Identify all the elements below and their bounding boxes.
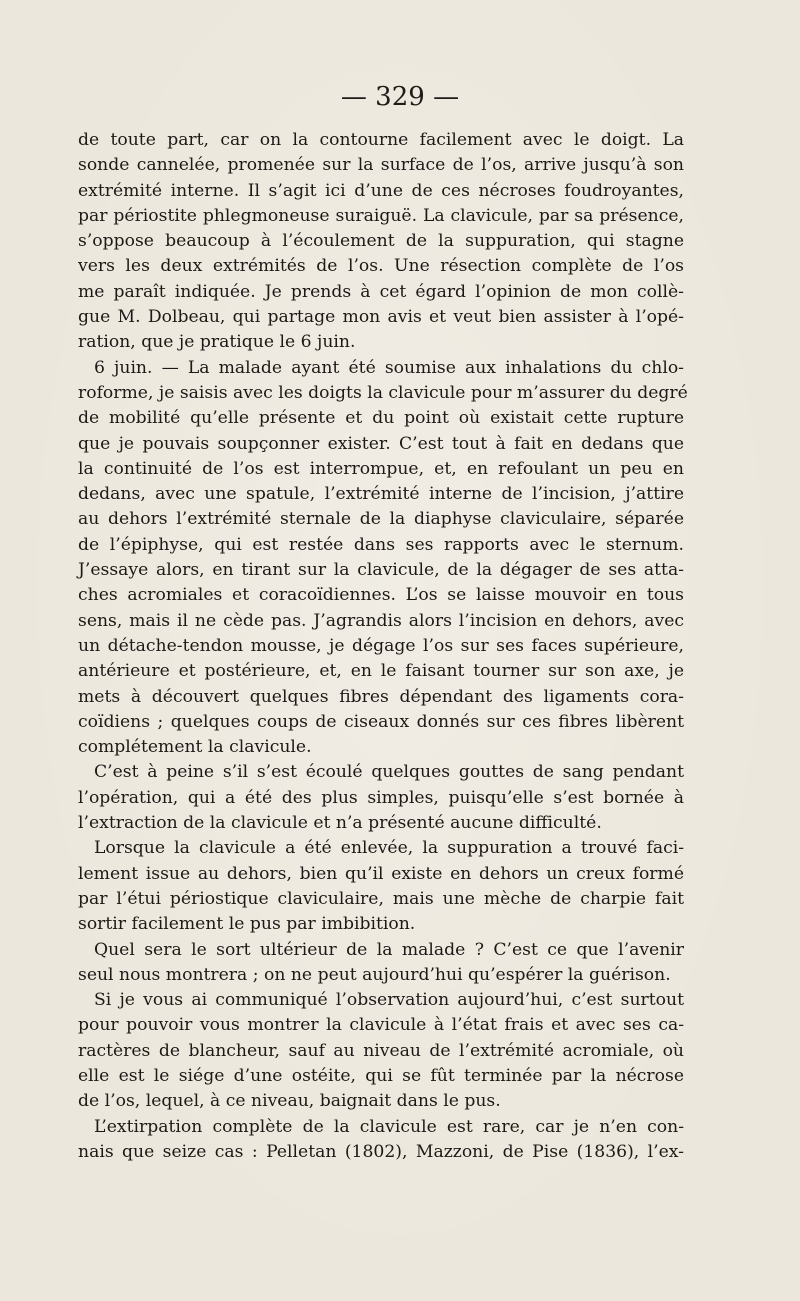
- text-line: lement issue au dehors, bien qu’il existe en dehors un creux formé: [78, 863, 684, 884]
- paragraph: [78, 356, 688, 761]
- paragraph: [78, 128, 684, 356]
- text-line: par périostite phlegmoneuse suraiguë. La clavicule, par sa présence,: [78, 205, 684, 226]
- text-line: J’essaye alors, en tirant sur la clavicule, de la dégager de ses atta-: [78, 560, 684, 581]
- text-line: de l’os, lequel, à ce niveau, baignait dans le pus.: [78, 1091, 501, 1112]
- text-line: ration, que je pratique le 6 juin.: [78, 332, 356, 353]
- text-line: Lorsque la clavicule a été enlevée, la suppuration a trouvé faci-: [94, 838, 684, 859]
- text-line: Quel sera le sort ultérieur de la malade ? C’est ce que l’avenir: [94, 939, 684, 960]
- text-line: antérieure et postérieure, et, en le faisant tourner sur son axe, je: [78, 661, 684, 682]
- text-line: Si je vous ai communiqué l’observation aujourd’hui, c’est surtout: [94, 990, 684, 1011]
- paragraph: [78, 760, 684, 836]
- text-line: un détache-tendon mousse, je dégage l’os sur ses faces supérieure,: [78, 635, 684, 656]
- text-line: s’oppose beaucoup à l’écoulement de la suppuration, qui stagne: [78, 231, 684, 252]
- text-line: par l’étui périostique claviculaire, mais une mèche de charpie fait: [78, 888, 684, 909]
- text-line: seul nous montrera ; on ne peut aujourd’hui qu’espérer la guérison.: [78, 964, 671, 985]
- text-line: L’extirpation complète de la clavicule est rare, car je n’en con-: [94, 1116, 684, 1137]
- text-line: la continuité de l’os est interrompue, et, en refoulant un peu en: [78, 458, 684, 479]
- text-line: l’extraction de la clavicule et n’a présenté aucune difficulté.: [78, 813, 602, 834]
- text-line: 6 juin. — La malade ayant été soumise aux inhalations du chlo-: [94, 357, 684, 378]
- text-line: au dehors l’extrémité sternale de la diaphyse claviculaire, séparée: [78, 509, 684, 530]
- text-line: extrémité interne. Il s’agit ici d’une de ces nécroses foudroyantes,: [78, 180, 684, 201]
- text-line: de l’épiphyse, qui est restée dans ses rapports avec le sternum.: [78, 534, 684, 555]
- text-line: nais que seize cas : Pelletan (1802), Mazzoni, de Pise (1836), l’ex-: [78, 1141, 684, 1162]
- text-line: roforme, je saisis avec les doigts la clavicule pour m’assurer du degré: [78, 382, 688, 403]
- paragraph: [78, 938, 684, 989]
- text-line: vers les deux extrémités de l’os. Une résection complète de l’os: [78, 256, 684, 277]
- text-line: coïdiens ; quelques coups de ciseaux donnés sur ces fibres libèrent: [78, 711, 684, 732]
- paragraph: [78, 988, 684, 1114]
- text-line: me paraît indiquée. Je prends à cet égard l’opinion de mon collè-: [78, 281, 684, 302]
- paragraph: [78, 1115, 684, 1166]
- text-line: que je pouvais soupçonner exister. C’est tout à fait en dedans que: [78, 433, 684, 454]
- text-line: de toute part, car on la contourne facilement avec le doigt. La: [78, 130, 684, 150]
- text-line: sortir facilement le pus par imbibition.: [78, 914, 416, 935]
- body-text: [78, 128, 688, 1165]
- paragraph: [78, 836, 684, 937]
- text-line: sonde cannelée, promenée sur la surface de l’os, arrive jusqu’à son: [78, 155, 684, 176]
- text-line: complétement la clavicule.: [78, 737, 312, 758]
- text-line: dedans, avec une spatule, l’extrémité interne de l’incision, j’attire: [78, 484, 684, 505]
- text-line: elle est le siége d’une ostéite, qui se fût terminée par la nécrose: [78, 1065, 684, 1086]
- text-line: de mobilité qu’elle présente et du point où existait cette rupture: [78, 408, 684, 429]
- text-line: gue M. Dolbeau, qui partage mon avis et veut bien assister à l’opé-: [78, 307, 684, 328]
- text-line: mets à découvert quelques fibres dépendant des ligaments cora-: [78, 686, 684, 707]
- page-number: — 329 —: [340, 82, 460, 112]
- text-line: l’opération, qui a été des plus simples, puisqu’elle s’est bornée à: [78, 787, 684, 808]
- text-line: C’est à peine s’il s’est écoulé quelques gouttes de sang pendant: [94, 762, 684, 783]
- text-line: sens, mais il ne cède pas. J’agrandis alors l’incision en dehors, avec: [78, 610, 684, 631]
- text-line: ches acromiales et coracoïdiennes. L’os se laisse mouvoir en tous: [78, 585, 684, 606]
- text-line: ractères de blancheur, sauf au niveau de l’extrémité acromiale, où: [78, 1040, 684, 1061]
- text-line: pour pouvoir vous montrer la clavicule à l’état frais et avec ses ca-: [78, 1015, 684, 1036]
